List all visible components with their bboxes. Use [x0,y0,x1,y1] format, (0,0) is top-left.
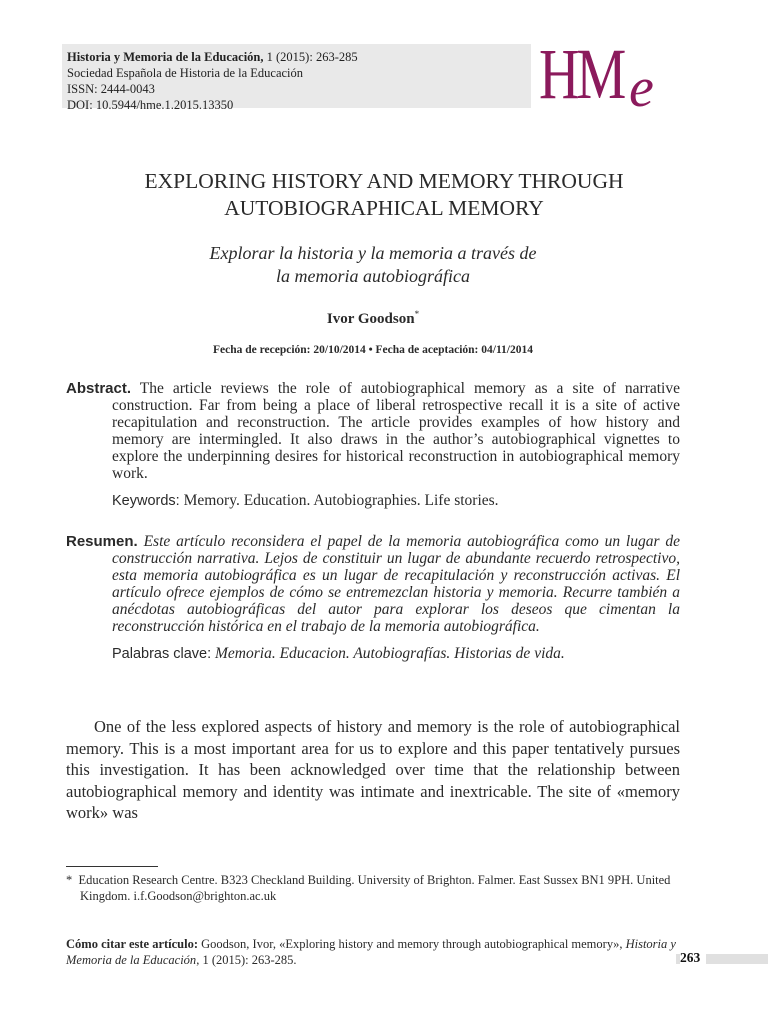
society-line: Sociedad Española de Historia de la Educación [67,66,304,80]
journal-citation-line [67,49,531,65]
citation-journal: Historia y Memoria de la Educación [66,937,676,967]
journal-name: Historia y Memoria de la Educación, [67,50,264,64]
title-line-1: EXPLORING HISTORY AND MEMORY THROUGH [144,169,624,193]
logo-hm: HM [539,34,624,114]
subtitle-line-1: Explorar la historia y la memoria a través de [209,243,537,263]
palabras-clave [66,645,680,663]
palabras-clave-text: Memoria. Educacion. Autobiografías. Historias de vida. [215,645,565,662]
abstract-label: Abstract. [66,380,132,397]
abstract-paragraph [66,380,680,482]
journal-issue: 1 (2015): 263-285 [263,50,358,64]
journal-header [62,44,531,112]
article-subtitle [0,242,746,288]
citation-text-1: Goodson, Ivor, «Exploring history and memory through autobiographical memory», [198,937,626,951]
resumen-section [66,533,680,663]
author [0,309,746,328]
citation-label: Cómo citar este artículo: [66,937,199,951]
hme-logo [537,34,687,119]
author-name: Ivor Goodson [326,311,415,327]
footnote [66,872,680,904]
doi-line: DOI: 10.5944/hme.1.2015.13350 [67,98,234,112]
footnote-divider [66,866,158,867]
palabras-clave-label: Palabras clave: [112,646,212,662]
logo-e: e [629,57,654,119]
page-number: 263 [680,950,706,966]
reception-dates: Fecha de recepción: 20/10/2014 • Fecha de aceptación: 04/11/2014 [212,344,534,356]
body-paragraph: One of the less explored aspects of history and memory is the role of autobiographical memory. This is a most important area for us to explore and this paper tentatively pursues this investigation. It has been acknowledged over time that the relationship between autobiographical memory and identity was intimate and inextricable. The site of «memory work» was [66,717,680,822]
issn-line: ISSN: 2444-0043 [67,82,155,96]
footnote-mark: * [66,873,73,887]
abstract-section [66,380,680,510]
citation [66,936,676,968]
resumen-label: Resumen. [66,533,138,550]
resumen-text: Este artículo reconsidera el papel de la memoria autobiográfica como un lugar de construcción narrativa. Lejos de constituir un lugar de abundante recuerdo retrospectivo, esta memoria autobiográfica es un lugar de recapitulación y reconstrucción activas. El artículo ofrece ejemplos de cómo se entremezclan historia y memoria. Recurre también a anécdotas autobiográficas del autor para explorar los deseos que cimentan la reconstrucción histórica en el trabajo de la memoria autobiográfica. [112,533,681,635]
article-title [0,168,768,222]
keywords-label: Keywords: [112,493,180,509]
citation-text-2: , 1 (2015): 263-285. [196,953,297,967]
subtitle-line-2: la memoria autobiográfica [276,266,470,286]
keywords [66,492,680,510]
author-footnote-mark: * [414,309,420,319]
resumen-paragraph [66,533,680,635]
abstract-text: The article reviews the role of autobiographical memory as a site of narrative construction. Far from being a place of liberal retrospective recall it is a site of active recapitulation and reconstruction. The article provides examples of how history and memory are intermingled. It also draws in the author’s autobiographical vignettes to explore the underpinning desires for historical reconstruction in autobiographical memory work. [112,380,680,482]
keywords-text: Memory. Education. Autobiographies. Life stories. [183,492,499,509]
footnote-text: Education Research Centre. B323 Checkland Building. University of Brighton. Falmer. East Sussex BN1 9PH. United Kingdom. i.f.Goodson@brighton.ac.uk [78,873,671,903]
title-line-2: AUTOBIOGRAPHICAL MEMORY [224,196,544,220]
